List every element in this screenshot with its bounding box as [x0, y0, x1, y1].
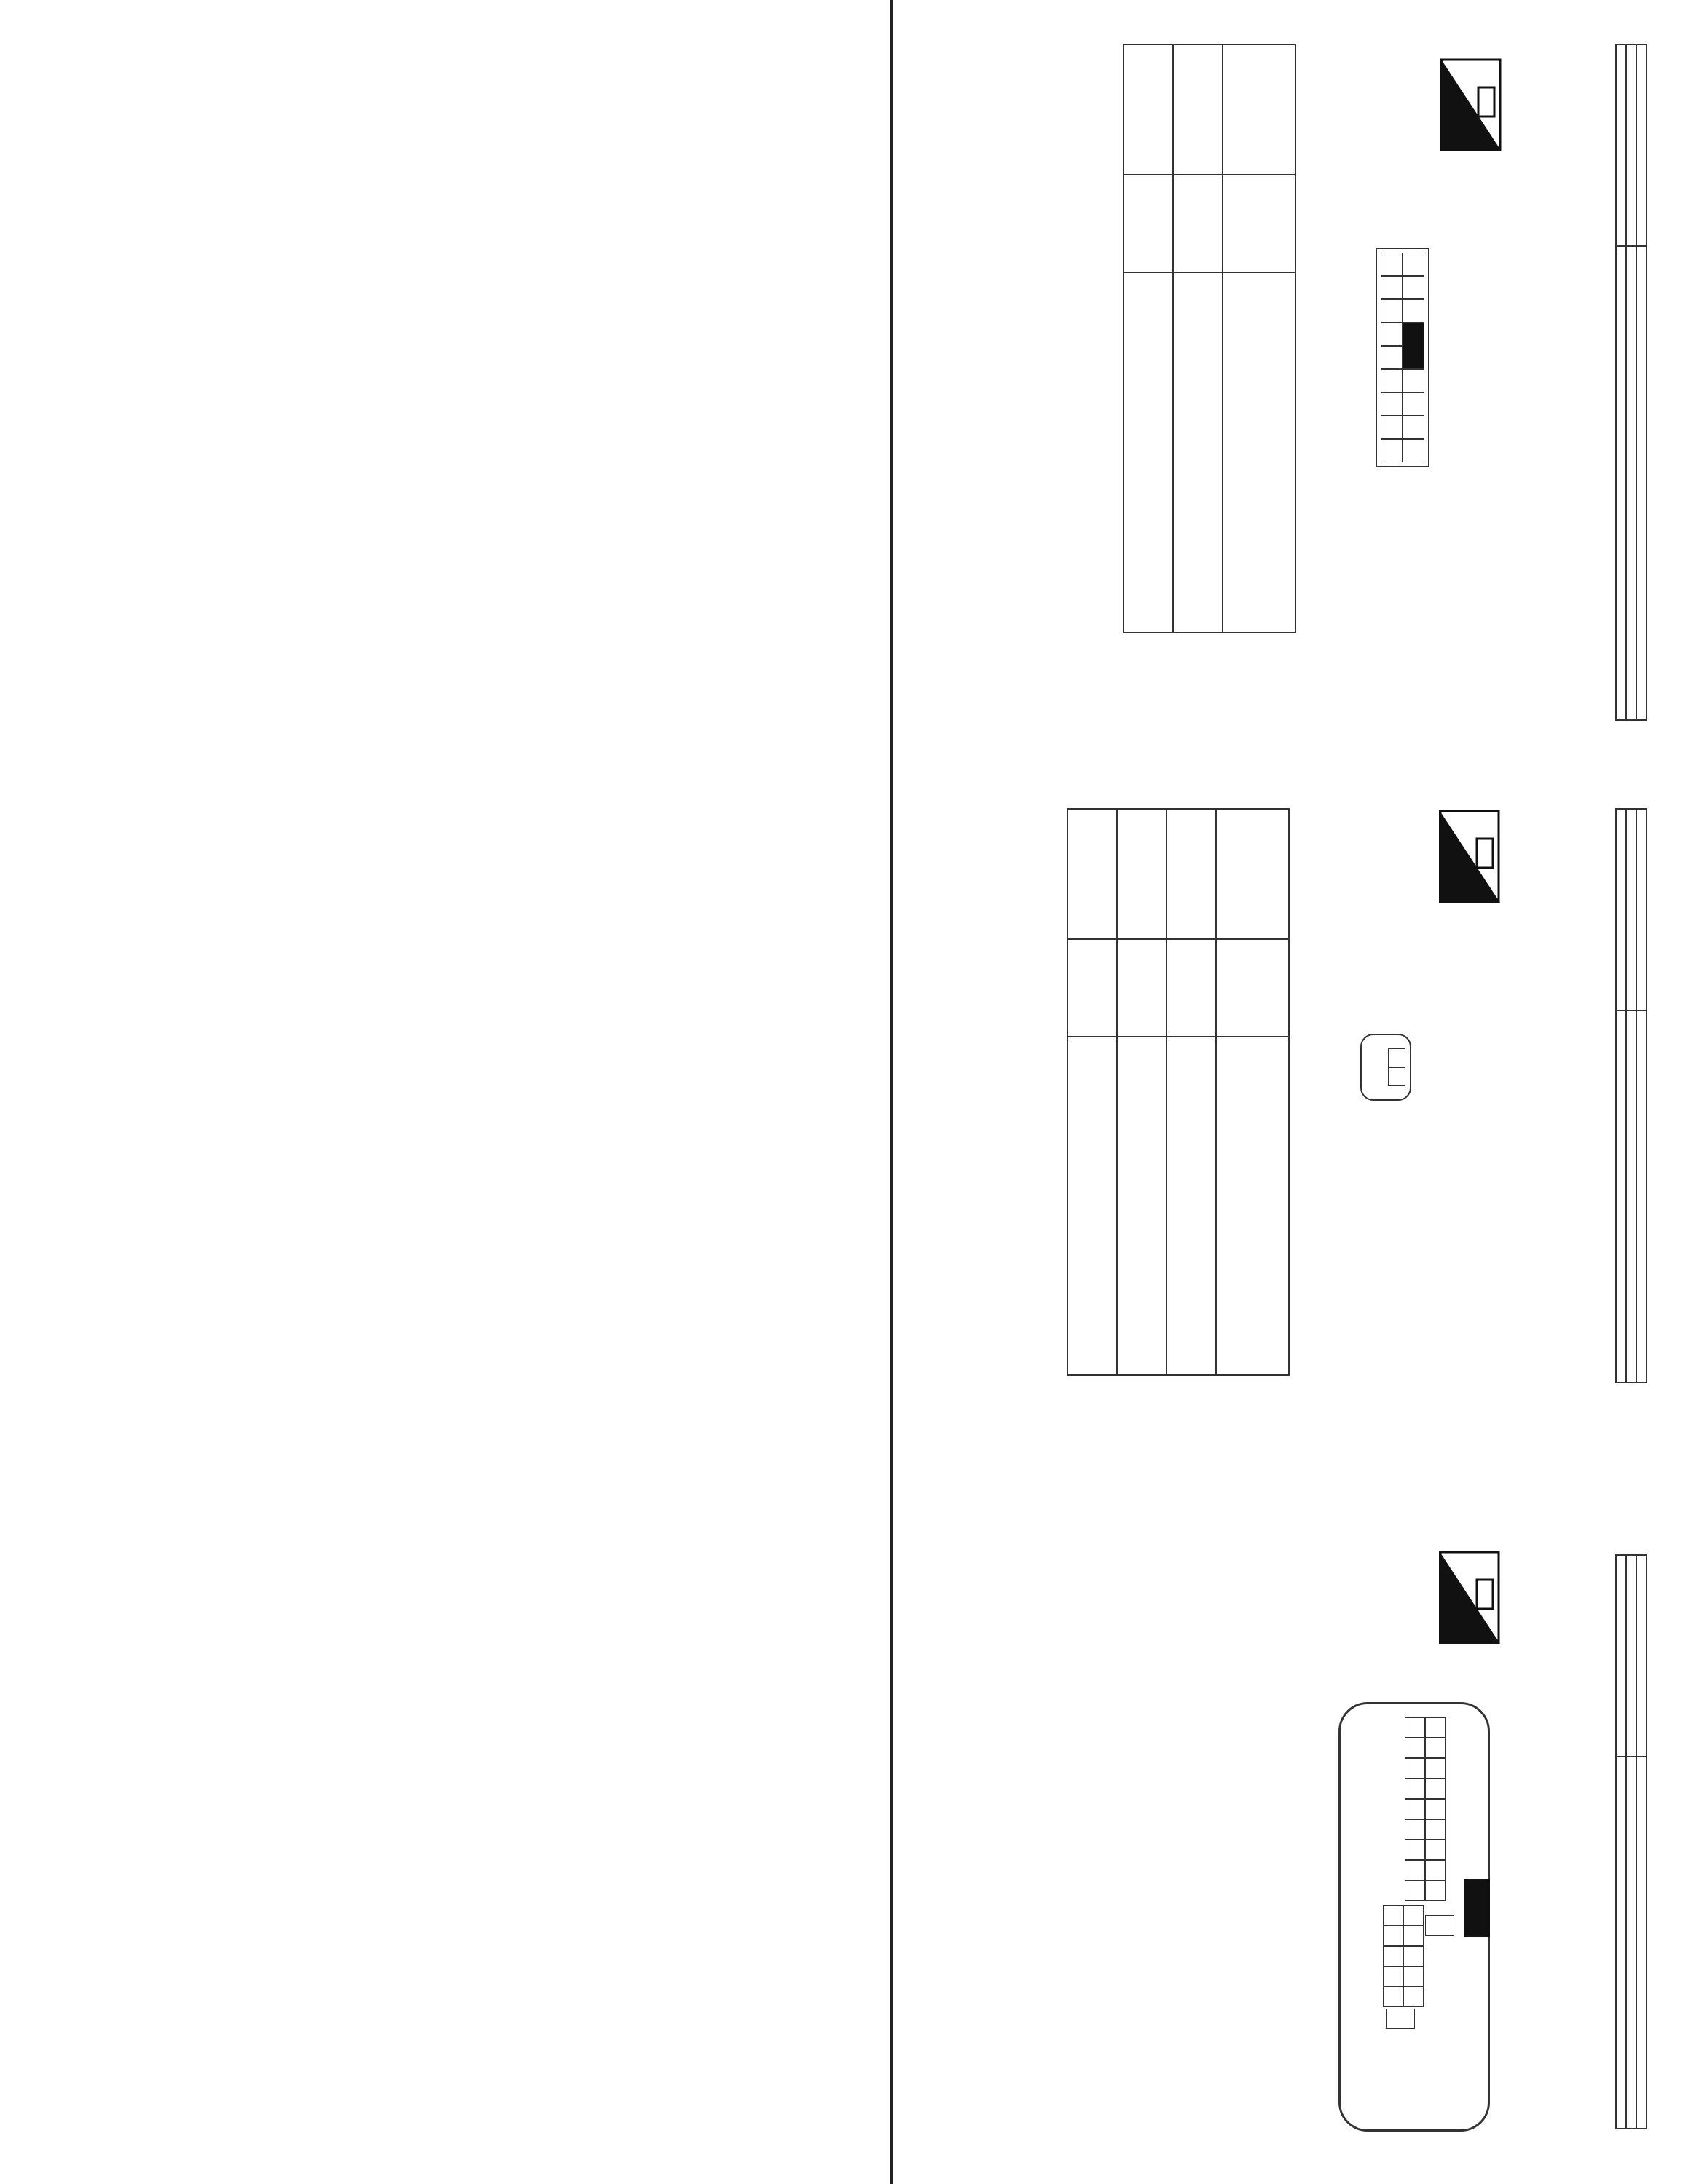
connector-color-label — [1616, 809, 1626, 1010]
table-row — [1124, 44, 1173, 633]
wire-color-header — [1223, 175, 1295, 272]
pin-13c — [1405, 1779, 1425, 1799]
connector-name-label — [1626, 809, 1636, 1010]
pin-2c — [1425, 1738, 1446, 1758]
connector-color-value — [1616, 246, 1626, 720]
locking-tab — [1464, 1879, 1490, 1937]
pin-28c — [1383, 1946, 1403, 1966]
pin-3c — [1425, 1758, 1446, 1779]
pin-11 — [1381, 323, 1403, 346]
connector-no-label — [1636, 1555, 1646, 1757]
pin-blank — [1403, 323, 1424, 369]
table-row — [1117, 809, 1167, 1375]
connector-no-value — [1636, 246, 1646, 720]
connector-name-value — [1626, 1757, 1636, 2129]
pin-26c — [1383, 1905, 1403, 1926]
connector-name-value — [1626, 246, 1636, 720]
pin-27c — [1383, 1926, 1403, 1946]
terminal-cell — [1173, 44, 1223, 175]
pin-12c — [1405, 1758, 1425, 1779]
table-row — [1068, 809, 1117, 1375]
pin-16 — [1381, 439, 1403, 462]
signal-cell — [1173, 272, 1223, 633]
connector-name-label — [1626, 44, 1636, 246]
wire-color-cell — [1068, 939, 1117, 1037]
pin-12 — [1381, 346, 1403, 369]
terminal-cell — [1167, 809, 1216, 939]
pin-16c — [1405, 1840, 1425, 1860]
pin-9c — [1425, 1880, 1446, 1901]
pin-9 — [1381, 276, 1403, 299]
pin-18c — [1405, 1880, 1425, 1901]
section-divider — [890, 0, 893, 2184]
pin-30c — [1383, 1987, 1403, 2007]
signal-cell — [1124, 272, 1173, 633]
connector-e27-pin-face — [1360, 1034, 1411, 1101]
connector-e26-terminal-table — [1123, 44, 1296, 633]
terminal-no-header — [1216, 809, 1289, 939]
connector-color-label — [1616, 1555, 1626, 1757]
pin-8 — [1381, 253, 1403, 276]
harness-side-icon — [1440, 58, 1502, 151]
pin-4 — [1403, 369, 1424, 392]
connector-color-label — [1616, 44, 1626, 246]
pin-14 — [1381, 392, 1403, 416]
wire-color-header — [1216, 939, 1289, 1037]
pin-25c — [1386, 2009, 1415, 2029]
pin-13 — [1381, 369, 1403, 392]
signal-cell — [1167, 1037, 1216, 1375]
terminal-cell — [1117, 809, 1167, 939]
pin-21c — [1403, 1926, 1424, 1946]
pin-8c — [1425, 1860, 1446, 1880]
pin-1c — [1425, 1717, 1446, 1738]
connector-name-label — [1626, 1555, 1636, 1757]
wire-color-cell — [1124, 175, 1173, 272]
pin-20c — [1403, 1905, 1424, 1926]
signal-cell — [1068, 1037, 1117, 1375]
connector-no-label — [1636, 809, 1646, 1010]
pin-5 — [1370, 1058, 1388, 1077]
wire-color-cell — [1167, 939, 1216, 1037]
wire-color-cell — [1117, 939, 1167, 1037]
pin-10 — [1381, 299, 1403, 323]
connector-e26-info — [1615, 44, 1647, 721]
connector-name-value — [1626, 1010, 1636, 1382]
pin-3 — [1403, 299, 1424, 323]
pin-22c — [1403, 1946, 1424, 1966]
table-row — [1173, 44, 1223, 633]
wire-color-cell — [1173, 175, 1223, 272]
pin-4c — [1425, 1779, 1446, 1799]
connector-e41-pin-face — [1338, 1702, 1490, 2132]
pin-14c — [1405, 1799, 1425, 1819]
pin-29c — [1383, 1966, 1403, 1987]
connector-no-label — [1636, 44, 1646, 246]
terminal-no-header — [1223, 44, 1295, 175]
pin-6c — [1425, 1819, 1446, 1840]
pin-2 — [1403, 276, 1424, 299]
terminal-cell — [1124, 44, 1173, 175]
signal-name-header — [1216, 1037, 1289, 1375]
table-row — [1167, 809, 1216, 1375]
connector-e41-info — [1615, 1554, 1647, 2129]
pin-6 — [1388, 1067, 1405, 1086]
connector-no-value — [1636, 1010, 1646, 1382]
connector-no-value — [1636, 1757, 1646, 2129]
pin-6 — [1403, 416, 1424, 439]
pin-11c — [1405, 1738, 1425, 1758]
connector-e26-pin-face — [1376, 248, 1429, 467]
connector-color-value — [1616, 1010, 1626, 1382]
connector-color-value — [1616, 1757, 1626, 2129]
pin-5 — [1403, 392, 1424, 416]
pin-7 — [1403, 439, 1424, 462]
pin-15 — [1381, 416, 1403, 439]
pin-15c — [1405, 1819, 1425, 1840]
pin-7c — [1425, 1840, 1446, 1860]
harness-side-icon — [1439, 810, 1500, 903]
pin-17c — [1405, 1860, 1425, 1880]
pin-19c — [1425, 1915, 1454, 1936]
pin-10c — [1405, 1717, 1425, 1738]
pin-4 — [1388, 1048, 1405, 1067]
connector-e27-info — [1615, 808, 1647, 1383]
signal-cell — [1117, 1037, 1167, 1375]
pin-1 — [1403, 253, 1424, 276]
terminal-cell — [1068, 809, 1117, 939]
connector-e27-terminal-table — [1067, 808, 1290, 1376]
harness-side-icon — [1439, 1551, 1500, 1644]
pin-23c — [1403, 1966, 1424, 1987]
pin-24c — [1403, 1987, 1424, 2007]
pin-5c — [1425, 1799, 1446, 1819]
signal-name-header — [1223, 272, 1295, 633]
